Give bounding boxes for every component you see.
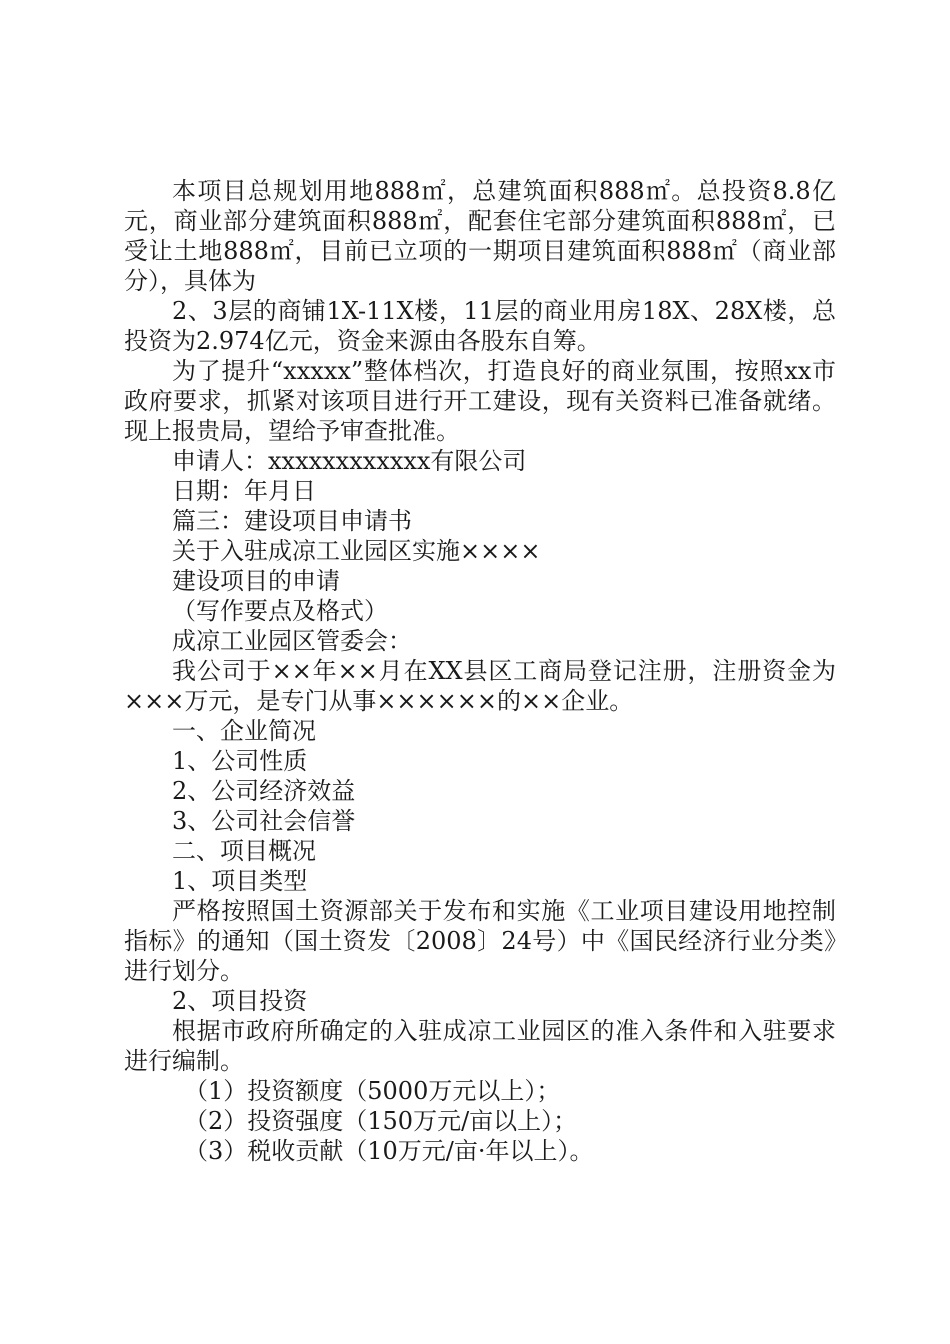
paragraph-date: 日期：年月日 (172, 477, 316, 505)
paragraph-application-title-line-1: 关于入驻成凉工业园区实施×××× (172, 537, 541, 565)
paragraph-application-title-line-2: 建设项目的申请 (172, 567, 340, 595)
paragraph-investment-basis: 根据市政府所确定的入驻成凉工业园区的准入条件和入驻要求进行编制。 (124, 1017, 836, 1075)
paragraph-request-approval: 为了提升“xxxxx”整体档次，打造良好的商业氛围，按照xx市政府要求，抓紧对该项目进行开工建设，现有关资料已准备就绪。现上报贵局，望给予审查批准。 (124, 357, 836, 445)
item-tax-contribution: （3）税收贡献（10万元/亩·年以上）。 (184, 1137, 594, 1165)
item-company-economic-benefit: 2、公司经济效益 (172, 777, 356, 805)
paragraph-section-three-title: 篇三：建设项目申请书 (172, 507, 412, 535)
heading-project-overview: 二、项目概况 (172, 837, 316, 865)
paragraph-phase-one-details: 2、3层的商铺1X-11X楼，11层的商业用房18X、28X楼，总投资为2.974亿元，资金来源由各股东自筹。 (124, 297, 836, 355)
item-investment-intensity: （2）投资强度（150万元/亩以上）； (184, 1107, 578, 1135)
paragraph-company-registration: 我公司于××年××月在XX县区工商局登记注册，注册资金为×××万元，是专门从事××××××的××企业。 (124, 657, 836, 715)
paragraph-recipient: 成凉工业园区管委会： (172, 627, 412, 655)
item-company-nature: 1、公司性质 (172, 747, 308, 775)
heading-company-overview: 一、企业简况 (172, 717, 316, 745)
item-company-social-reputation: 3、公司社会信誉 (172, 807, 356, 835)
paragraph-applicant: 申请人：xxxxxxxxxxxx有限公司 (172, 447, 527, 475)
item-project-type: 1、项目类型 (172, 867, 308, 895)
item-investment-amount: （1）投资额度（5000万元以上）； (184, 1077, 561, 1105)
paragraph-project-classification: 严格按照国土资源部关于发布和实施《工业项目建设用地控制指标》的通知（国土资发〔2008〕24号）中《国民经济行业分类》进行划分。 (124, 897, 836, 985)
item-project-investment: 2、项目投资 (172, 987, 308, 1015)
paragraph-project-overview: 本项目总规划用地888㎡，总建筑面积888㎡。总投资8.8亿元，商业部分建筑面积888㎡，配套住宅部分建筑面积888㎡，已受让土地888㎡，目前已立项的一期项目建筑面积888㎡（商业部分），具体为 (124, 177, 836, 295)
paragraph-writing-format-note: （写作要点及格式） (172, 597, 388, 625)
document-body (124, 176, 836, 1166)
